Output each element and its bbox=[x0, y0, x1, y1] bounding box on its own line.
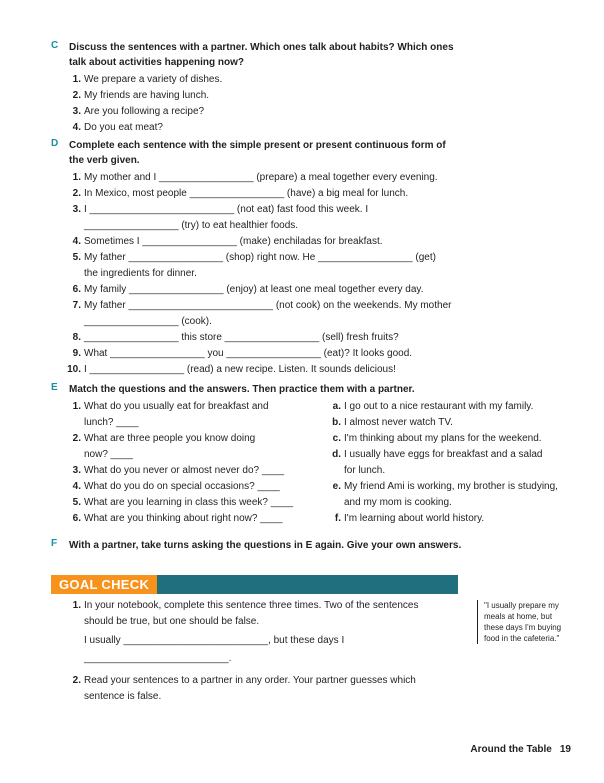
list-item: 6. My family _________________ (enjoy) at least one meal together every day. bbox=[72, 284, 424, 295]
question-item: 1. What do you usually eat for breakfast and bbox=[72, 401, 269, 412]
question-item: 5. What are you learning in class this week? ____ bbox=[72, 497, 294, 508]
answer-item: f. I'm learning about world history. bbox=[334, 513, 485, 524]
section-d bbox=[51, 138, 471, 378]
list-item: 5. My father _________________ (shop) right now. He _________________ (get) bbox=[72, 252, 436, 263]
answer-item: c. I'm thinking about my plans for the weekend. bbox=[332, 433, 542, 444]
goal-item-fill: __________________________. bbox=[84, 653, 232, 664]
question-item: 6. What are you thinking about right now? ____ bbox=[72, 513, 283, 524]
example-quote: "I usually prepare my meals at home, but these days I'm buying food in the cafeteria." bbox=[477, 600, 589, 644]
section-c bbox=[51, 40, 471, 136]
goal-check-title: GOAL CHECK bbox=[51, 575, 157, 594]
list-item: 1. We prepare a variety of dishes. bbox=[72, 74, 223, 85]
section-letter: E bbox=[51, 382, 58, 393]
section-heading: Discuss the sentences with a partner. Which ones talk about habits? Which ones talk about activities happening now? bbox=[69, 42, 454, 68]
list-item-continuation: _________________ (cook). bbox=[84, 316, 212, 327]
list-item: 2. In Mexico, most people _________________ (have) a big meal for lunch. bbox=[72, 188, 409, 199]
list-item: 7. My father __________________________ (not cook) on the weekends. My mother bbox=[72, 300, 452, 311]
list-item: 4. Sometimes I _________________ (make) enchiladas for breakfast. bbox=[72, 236, 383, 247]
section-letter: F bbox=[51, 538, 58, 549]
goal-item-continuation: sentence is false. bbox=[84, 691, 162, 702]
answer-item-continuation: and my mom is cooking. bbox=[344, 497, 452, 508]
question-item-continuation: now? ____ bbox=[84, 449, 133, 460]
section-f bbox=[51, 538, 571, 553]
list-item-continuation: the ingredients for dinner. bbox=[84, 268, 197, 279]
section-letter: D bbox=[51, 138, 59, 149]
question-item: 3. What do you never or almost never do? ____ bbox=[72, 465, 285, 476]
section-letter: C bbox=[51, 40, 59, 51]
section-heading: Complete each sentence with the simple present or present continuous form of the verb given. bbox=[69, 140, 446, 166]
list-item: 3. I __________________________ (not eat) fast food this week. I bbox=[72, 204, 369, 215]
list-item: 1. My mother and I _________________ (prepare) a meal together every evening. bbox=[72, 172, 438, 183]
list-item: 9. What _________________ you _________________ (eat)? It looks good. bbox=[72, 348, 413, 359]
list-item: 3. Are you following a recipe? bbox=[72, 106, 205, 117]
question-item: 4. What do you do on special occasions? ____ bbox=[72, 481, 280, 492]
list-item: 4. Do you eat meat? bbox=[72, 122, 163, 133]
goal-item: 1. In your notebook, complete this sentence three times. Two of the sentences bbox=[72, 600, 419, 611]
question-item-continuation: lunch? ____ bbox=[84, 417, 139, 428]
page-footer bbox=[470, 744, 571, 755]
list-item: 2. My friends are having lunch. bbox=[72, 90, 210, 101]
section-heading: With a partner, take turns asking the questions in E again. Give your own answers. bbox=[69, 540, 462, 551]
questions-column bbox=[51, 399, 311, 527]
goal-check-banner bbox=[51, 575, 458, 594]
footer-title: Around the Table bbox=[470, 744, 552, 755]
list-item-continuation: _________________ (try) to eat healthier foods. bbox=[84, 220, 299, 231]
goal-item-fill: I usually __________________________, but these days I bbox=[84, 635, 345, 646]
page-number: 19 bbox=[559, 744, 571, 755]
answers-column bbox=[311, 399, 571, 527]
section-heading: Match the questions and the answers. Then practice them with a partner. bbox=[69, 384, 415, 395]
answer-item: b. I almost never watch TV. bbox=[332, 417, 453, 428]
goal-check-items bbox=[51, 598, 471, 705]
goal-item-continuation: should be true, but one should be false. bbox=[84, 616, 260, 627]
section-e bbox=[51, 382, 571, 397]
list-item: 10. I _________________ (read) a new recipe. Listen. It sounds delicious! bbox=[67, 364, 396, 375]
answer-item: d. I usually have eggs for breakfast and a salad bbox=[332, 449, 543, 460]
answer-item-continuation: for lunch. bbox=[344, 465, 386, 476]
list-item: 8. _________________ this store _________________ (sell) fresh fruits? bbox=[72, 332, 399, 343]
answer-item: e. My friend Ami is working, my brother is studying, bbox=[332, 481, 558, 492]
goal-item: 2. Read your sentences to a partner in any order. Your partner guesses which bbox=[72, 675, 416, 686]
answer-item: a. I go out to a nice restaurant with my family. bbox=[332, 401, 534, 412]
question-item: 2. What are three people you know doing bbox=[72, 433, 256, 444]
